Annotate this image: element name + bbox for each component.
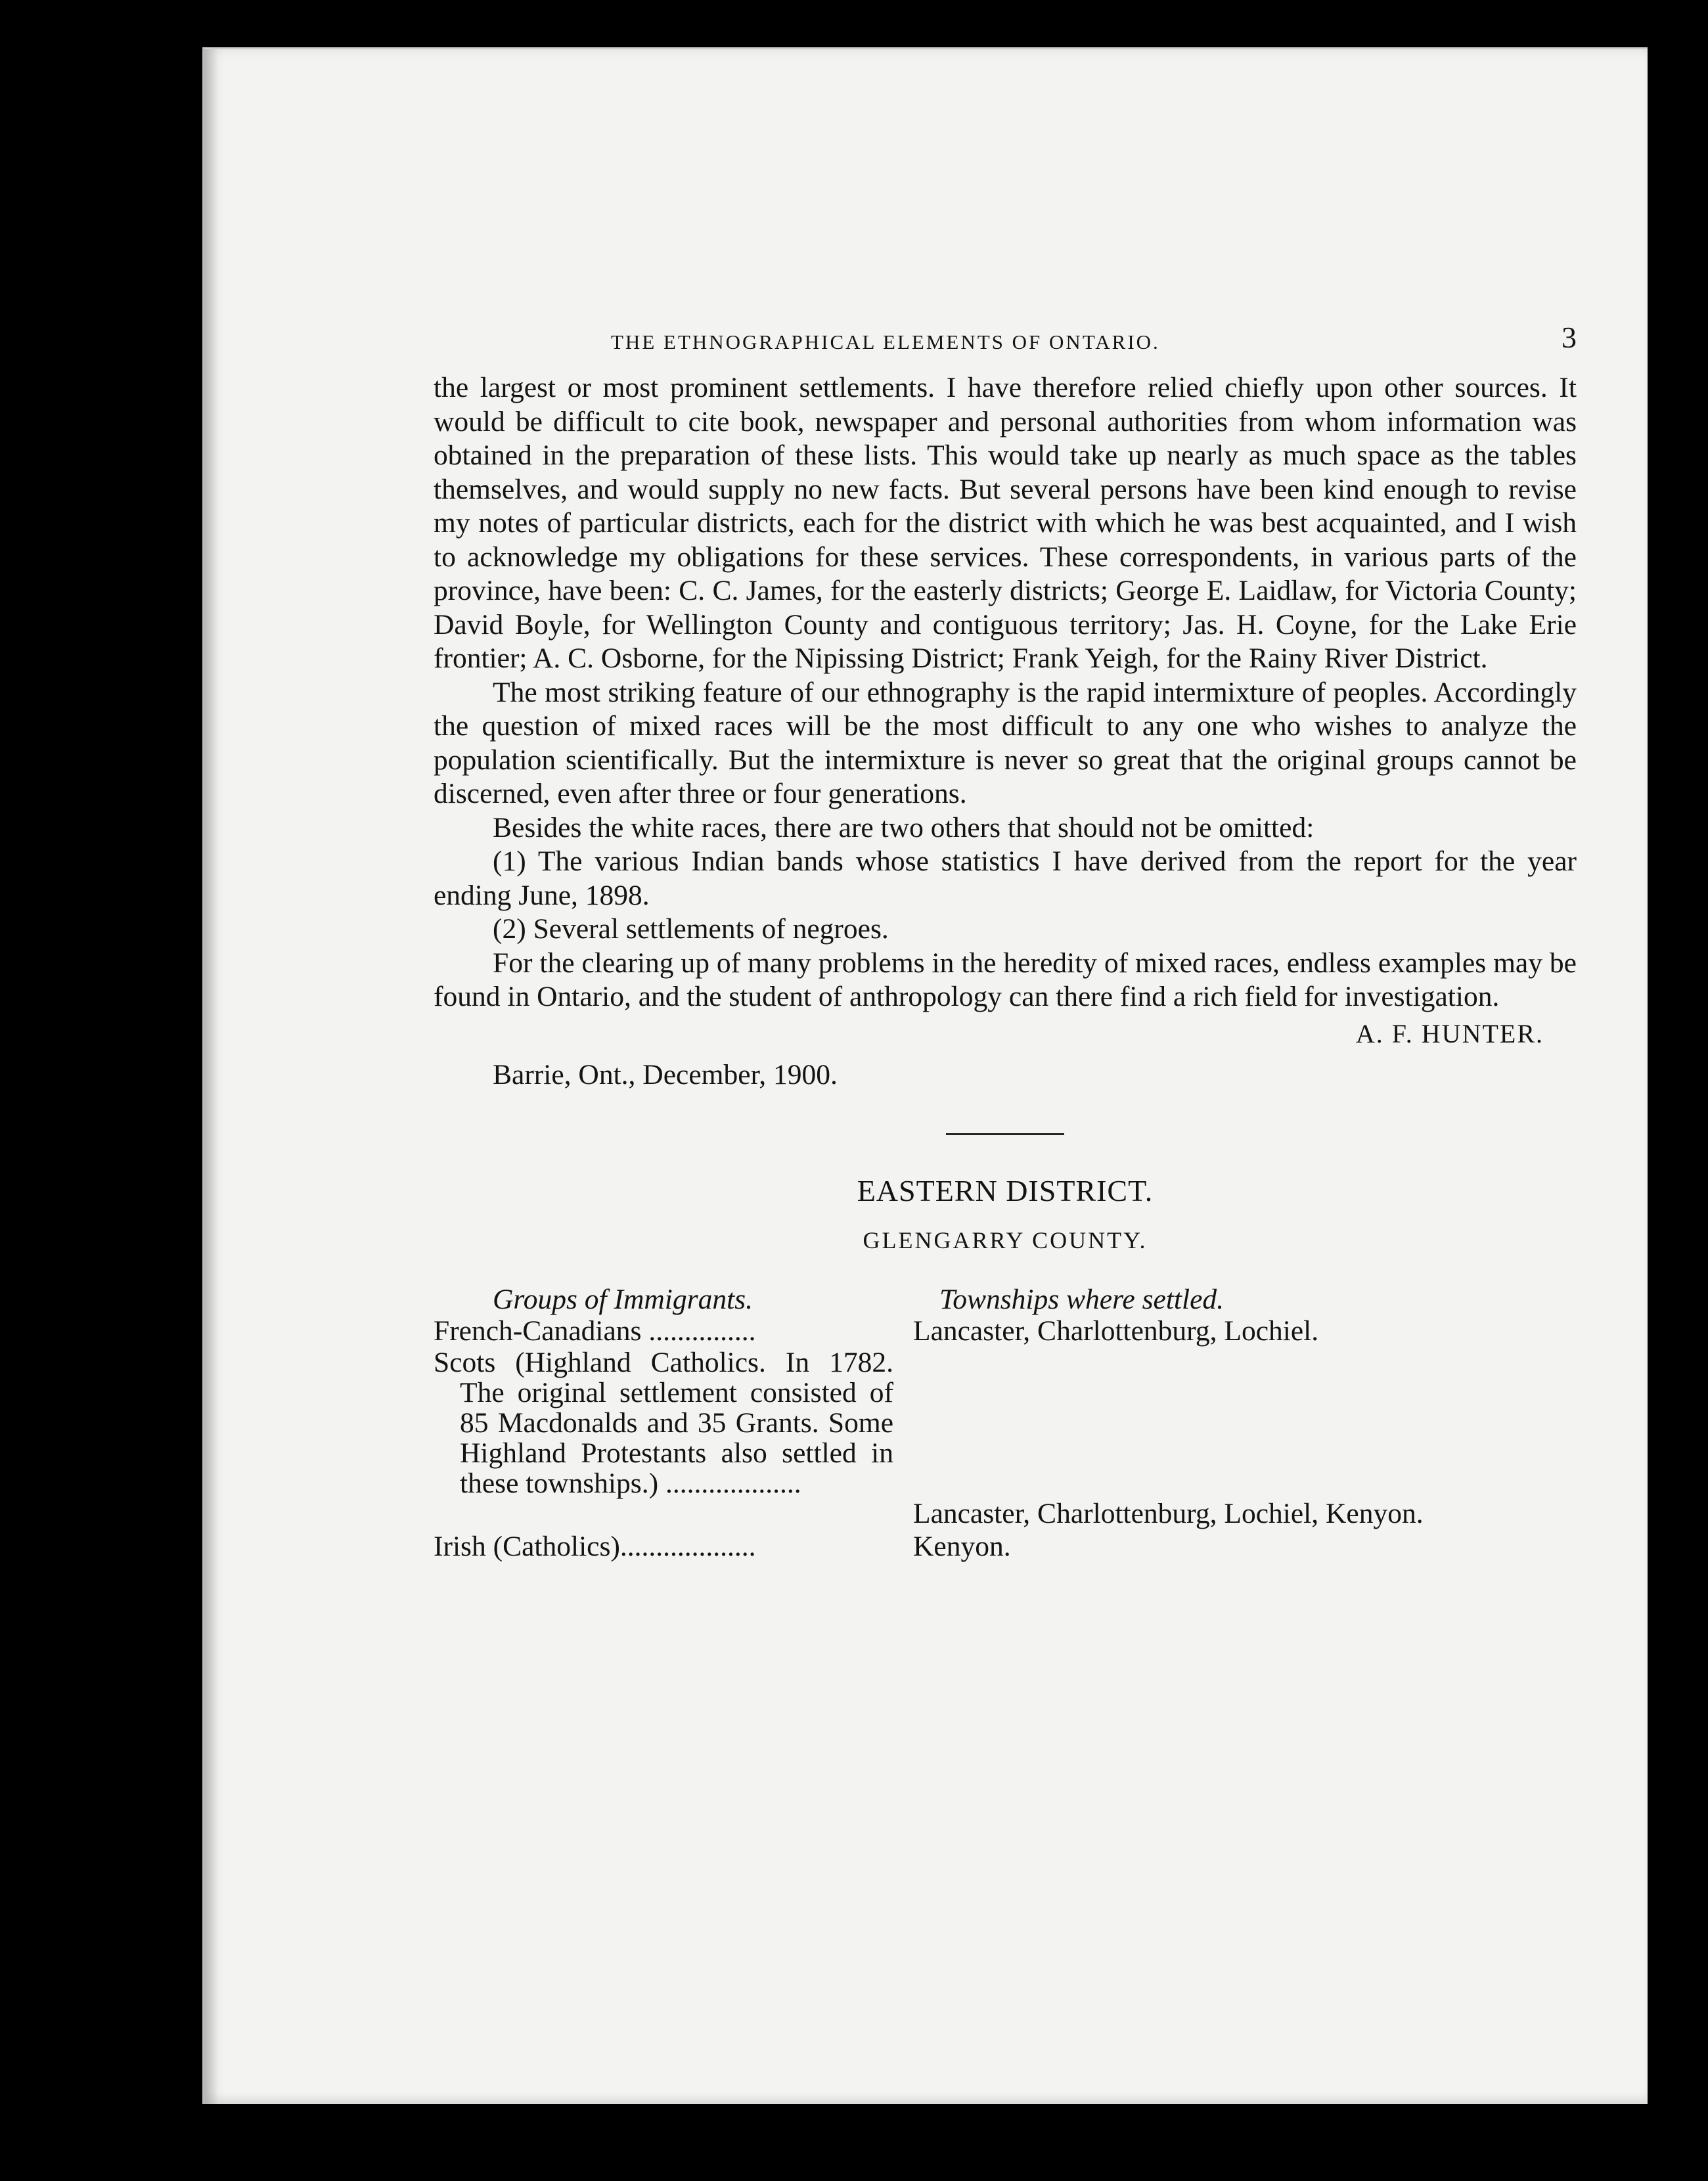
page-number: 3 [1562, 321, 1577, 354]
list-item-indian-bands: (1) The various Indian bands whose statistics I have derived from the report for the year ending June, 1898. [434, 845, 1577, 911]
list-item-negro-settlements: (2) Several settlements of negroes. [493, 913, 889, 945]
page-header [434, 319, 1577, 358]
townships-text: Kenyon. [913, 1530, 1011, 1562]
table-row [434, 1531, 1577, 1562]
column-header-townships: Townships where settled. [939, 1283, 1225, 1315]
page-edge-shadow [205, 49, 218, 2104]
group-name: French-Canadians [434, 1315, 642, 1347]
townships-cell [913, 1531, 1577, 1562]
townships-text: Lancaster, Charlottenburg, Lochiel. [913, 1315, 1319, 1347]
author-signature: A. F. HUNTER. [1355, 1018, 1544, 1048]
body-text [434, 371, 1577, 1014]
group-name: Scots (Highland Catholics. In 1782. The original settlement consisted of 85 Macdonalds and 35 Grants. Some Highland Protestants also settled in these townships.) [434, 1346, 893, 1499]
paragraph-other-races: Besides the white races, there are two others that should not be omitted: [493, 811, 1315, 843]
paragraph-heredity: For the clearing up of many problems in the heredity of mixed races, endless examples may be found in Ontario, and the student of anthropology can there find a rich field for investigation. [434, 947, 1577, 1012]
group-cell [434, 1531, 913, 1562]
group-name: Irish (Catholics) [434, 1530, 620, 1562]
column-header-groups: Groups of Immigrants. [493, 1283, 753, 1315]
scanned-page [202, 47, 1648, 2104]
townships-text: Lancaster, Charlottenburg, Lochiel, Kenyon. [913, 1497, 1424, 1529]
leader-dots: ................... [619, 1530, 756, 1562]
district-heading: EASTERN DISTRICT. [857, 1173, 1154, 1207]
immigrants-table [434, 1284, 1577, 1562]
table-row [434, 1316, 1577, 1346]
place-and-date: Barrie, Ont., December, 1900. [493, 1058, 838, 1090]
section-divider [946, 1133, 1064, 1135]
table-row [434, 1346, 1577, 1529]
townships-cell [913, 1316, 1577, 1346]
leader-dots: ............... [641, 1315, 756, 1347]
paragraph-correspondents: the largest or most prominent settlements. I have therefore relied chiefly upon other sources. It would be difficult to cite book, newspaper and personal authorities from whom information was obtained in the preparation of these lists. This would take up nearly as much space as the tables themselves, and would supply no new facts. But several persons have been kind enough to revise my notes of particular districts, each for the district with which he was best acquainted, and I wish to acknowledge my obligations for these services. These correspondents, in various parts of the province, have been: C. C. James, for the easterly districts; George E. Laidlaw, for Victoria County; David Boyle, for Wellington County and contiguous territory; Jas. H. Coyne, for the Lake Erie frontier; A. C. Osborne, for the Nipissing District; Frank Yeigh, for the Rainy River District. [434, 372, 1577, 674]
townships-cell [913, 1347, 1577, 1529]
paragraph-intermixture: The most striking feature of our ethnography is the rapid intermixture of peoples. Accordingly the question of mixed races will be the most difficult to any one who wishes to analyze the population scientifically. But the intermixture is never so great that the original groups cannot be discerned, even after three or four generations. [434, 676, 1577, 809]
running-title: THE ETHNOGRAPHICAL ELEMENTS OF ONTARIO. [611, 330, 1160, 353]
group-cell [434, 1316, 913, 1346]
leader-dots: ................... [658, 1467, 801, 1499]
county-heading: GLENGARRY COUNTY. [863, 1226, 1148, 1253]
group-cell [434, 1347, 913, 1498]
page-content [434, 319, 1577, 1562]
table-header [434, 1284, 1577, 1315]
